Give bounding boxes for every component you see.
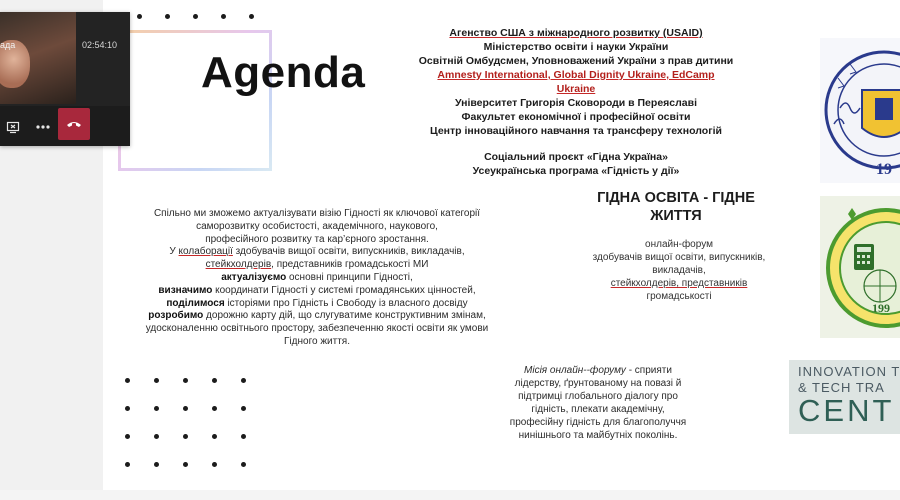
bottom-strip [0,490,900,500]
mission-line: професійну гідність для благополуччя [509,417,687,428]
more-options-icon [36,125,50,129]
header-line: Освітній Омбудсмен, Уповноважений України з прав дитини [418,55,734,67]
paragraph-line: розробимо дорожню карту дій, що слугуватиме конструктивним змінам, [148,310,486,322]
hang-up-button[interactable] [58,108,90,140]
agenda-title: Agenda [201,48,366,97]
forum-line: здобувачів вищої освіти, випускників, [592,252,766,263]
hang-up-icon [66,119,82,129]
forum-line: стейкхолдерів, представників [610,278,748,289]
forum-description [573,238,785,303]
paragraph-line: професійного розвитку та кар’єрного зростання. [205,233,429,245]
mission-line: нинішнього та майбутніх поколінь. [518,430,678,441]
participant-name: ада [0,40,16,50]
organizers-header [417,26,735,178]
more-options-button[interactable] [32,116,54,138]
share-screen-button[interactable] [2,116,24,138]
share-screen-icon [6,120,20,134]
logo-text-line: & TECH TRA [798,380,885,395]
mission-line: гідність, плекати академічну, [531,404,665,415]
paragraph-line: стейкхолдерів, представників громадськості МИ [205,259,429,271]
mission-paragraph [485,364,711,442]
paragraph-line: Спільно ми зможемо актуалізувати візію Гідності як ключової категорії [153,208,481,219]
header-line: Факультет економічної і професійної освіти [461,111,691,123]
video-call-window[interactable] [0,12,130,146]
presentation-slide [103,0,900,500]
university-logo-year: 19 [876,161,892,178]
forum-title: ГІДНА ОСВІТА - ГІДНЕ ЖИТТЯ [597,190,755,224]
paragraph-line: удосконаленню освітнього простору, забезпеченню якості освіти як умови [145,323,489,335]
header-line: Агенство США з міжнародного розвитку (USAID) [449,27,703,39]
project-line: Усеукраїнська програма «Гідність у дії» [472,165,680,177]
call-timer: 02:54:10 [82,40,118,50]
paragraph-line: саморозвитку особистості, академічного, наукового, [196,220,438,232]
forum-line: онлайн-форум [645,239,713,250]
forum-line: громадськості [646,291,712,302]
logo-text-line: CENT [798,393,895,428]
paragraph-line: поділимося історіями про Гідність і Свободу із власного досвіду [166,297,468,309]
mission-line: лідерству, ґрунтованому на повазі й [514,378,682,389]
header-line: Міністерство освіти і науки України [483,41,669,53]
call-controls [0,106,130,146]
mission-line: Місія онлайн--форуму - сприяти [524,365,672,376]
innovation-center-logo [789,360,900,434]
project-line: Соціальний проєкт «Гідна Україна» [484,151,668,163]
forum-line: викладачів, [652,265,706,276]
header-line: Університет Григорія Сковороди в Переяславі [454,97,698,109]
faculty-logo-year: 199 [872,301,890,315]
paragraph-line: актуалізуємо основні принципи Гідності, [221,271,413,283]
logo-text-line: INNOVATION T [798,364,900,379]
main-paragraph [139,208,495,349]
paragraph-line: У колаборації здобувачів вищої освіти, випускників, викладачів, [169,246,465,258]
paragraph-line: визначимо координати Гідності у системі громадянських цінностей, [158,284,476,296]
header-line: Amnesty International, Global Dignity Ukraine, EdCamp Ukraine [437,69,715,95]
mission-line: підтримці глобального діалогу про [518,391,678,402]
header-line: Центр інноваційного навчання та трансферу технологій [430,125,722,137]
participant-video [0,12,76,104]
faculty-economics-logo [820,196,900,338]
decorative-dot-grid-bottom [125,378,246,495]
university-logo [820,38,900,183]
paragraph-line: Гідного життя. [284,335,350,347]
